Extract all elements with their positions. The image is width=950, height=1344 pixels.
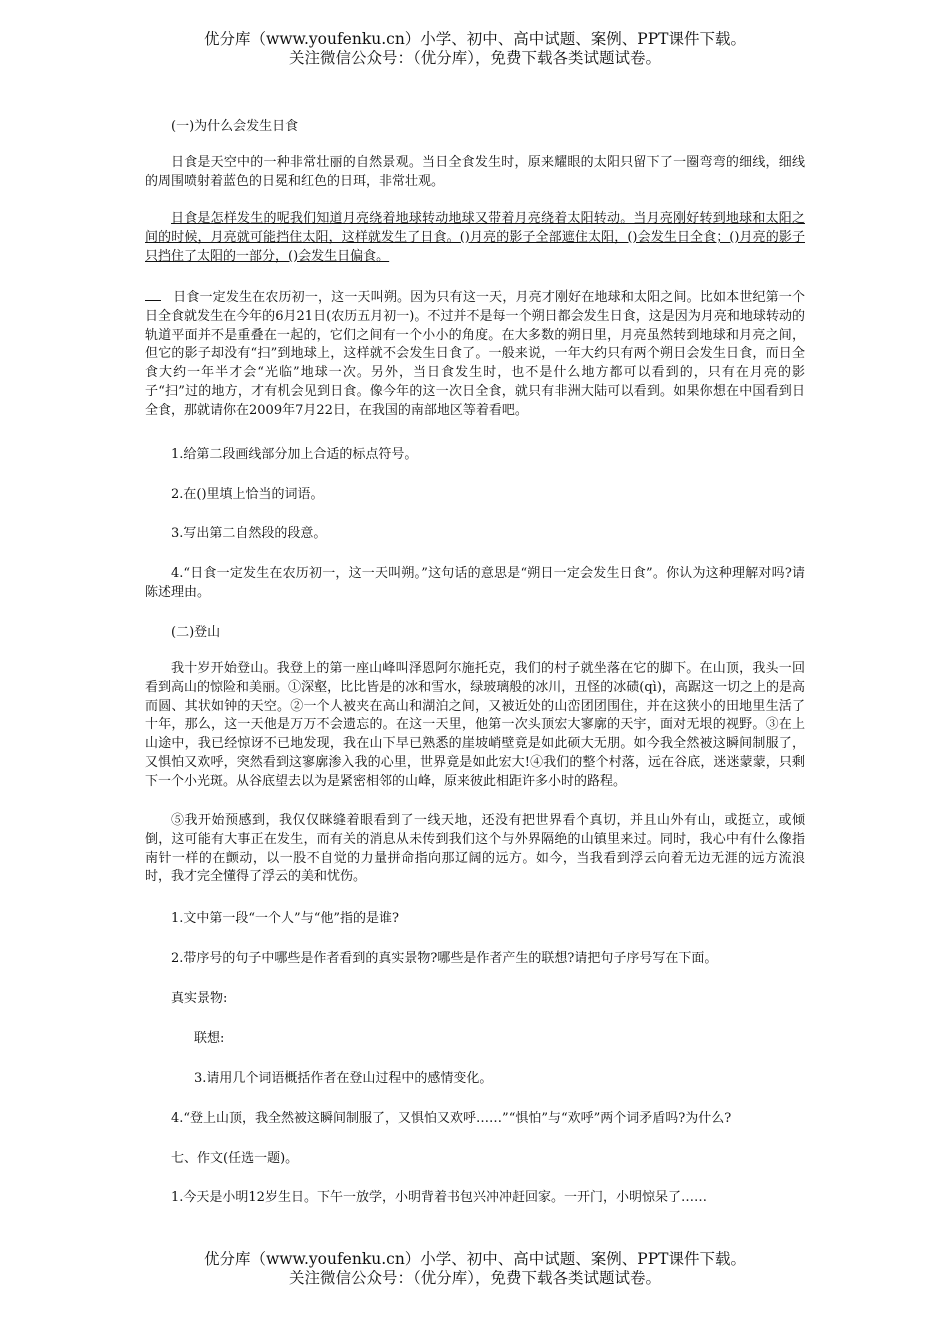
section1-title: (一)为什么会发生日食 xyxy=(171,119,299,134)
section2-question-1: 1.文中第一段“一个人”与“他”指的是谁? xyxy=(171,911,399,926)
section1-paragraph-3 xyxy=(145,288,805,421)
section2-title: (二)登山 xyxy=(171,625,221,640)
section2-question-2: 2.带序号的句子中哪些是作者看到的真实景物?哪些是作者产生的联想?请把句子序号写在下面。 xyxy=(171,951,718,966)
section1-question-2: 2.在()里填上恰当的词语。 xyxy=(171,487,324,502)
real-scenery-label: 真实景物: xyxy=(171,991,228,1006)
section3-question-1: 1.今天是小明12岁生日。下午一放学，小明背着书包兴冲冲赶回家。一开门，小明惊呆了…… xyxy=(171,1190,707,1205)
section1-question-3: 3.写出第二自然段的段意。 xyxy=(171,526,327,541)
section1-question-4: 4.“日食一定发生在农历初一，这一天叫朔。”这句话的意思是“朔日一定会发生日食”。你认为这种理解对吗?请陈述理由。 xyxy=(145,566,805,600)
section1-paragraph-3-text: 日食一定发生在农历初一，这一天叫朔。因为只有这一天，月亮才刚好在地球和太阳之间。比如本世纪第一个日全食就发生在今年的6月21日(农历五月初一)。不过并不是每一个朔日都会发生日食，这是因为月亮和地球转动的轨道平面并不是重叠在一起的，它们之间有一个小小的角度。在大多数的朔日里，月亮虽然转到地球和月亮之间，但它的影子却没有“扫”到地球上，这样就不会发生日食了。一般来说，一年大约只有两个朔日会发生日食，而日全食大约一年半才会“光临”地球一次。另外，当日食发生时，也不是什么地方都可以看到的，只有在月亮的影子“扫”过的地方，才有机会见到日食。像今年的这一次日全食，就只有非洲大陆可以看到。如果你想在中国看到日全食，那就请你在2009年7月22日，在我国的南部地区等着看吧。 xyxy=(145,290,805,418)
section2-paragraph-2: ⑤我开始预感到，我仅仅眯缝着眼看到了一线天地，还没有把世界看个真切，并且山外有山，或挺立，或倾倒，这可能有大事正在发生，而有关的消息从未传到我们这个与外界隔绝的山镇里来过。同时，我心中有什么像指南针一样的在颤动，以一股不自觉的力量拼命指向那辽阔的远方。如今，当我看到浮云向着无边无涯的远方流浪时，我才完全懂得了浮云的美和忧伤。 xyxy=(145,813,805,885)
page-header xyxy=(0,30,950,68)
answer-blank xyxy=(145,288,161,301)
footer-line-2: 关注微信公众号：（优分库），免费下载各类试题试卷。 xyxy=(288,1269,661,1287)
section2-question-3: 3.请用几个词语概括作者在登山过程中的感情变化。 xyxy=(194,1071,493,1086)
section1-paragraph-1: 日食是天空中的一种非常壮丽的自然景观。当日全食发生时，原来耀眼的太阳只留下了一圈弯弯的细线，细线的周围喷射着蓝色的日冕和红色的日珥，非常壮观。 xyxy=(145,155,805,189)
section1-question-1: 1.给第二段画线部分加上合适的标点符号。 xyxy=(171,447,418,462)
section2-question-4: 4.“登上山顶，我全然被这瞬间制服了，又惧怕又欢呼……”“惧怕”与“欢呼”两个词矛盾吗?为什么? xyxy=(171,1111,732,1126)
section3-title: 七、作文(任选一题)。 xyxy=(171,1151,299,1166)
footer-line-1: 优分库（www.youfenku.cn）小学、初中、高中试题、案例、PPT课件下载。 xyxy=(203,1250,747,1268)
header-line-1: 优分库（www.youfenku.cn）小学、初中、高中试题、案例、PPT课件下载。 xyxy=(203,30,747,48)
section1-paragraph-2-underlined: 日食是怎样发生的呢我们知道月亮绕着地球转动地球又带着月亮绕着太阳转动。当月亮刚好转到地球和太阳之间的时候，月亮就可能挡住太阳，这样就发生了日食。()月亮的影子全部遮住太阳，()会发生日全食；()月亮的影子只挡住了太阳的一部分，()会发生日偏食。 xyxy=(145,211,805,264)
header-line-2: 关注微信公众号：（优分库），免费下载各类试题试卷。 xyxy=(288,49,661,67)
section2-paragraph-1: 我十岁开始登山。我登上的第一座山峰叫泽恩阿尔施托克，我们的村子就坐落在它的脚下。在山顶，我头一回看到高山的惊险和美丽。①深壑，比比皆是的冰和雪水，绿玻璃般的冰川，丑怪的冰碛(qì)，高踞这一切之上的是高而圆、其状如钟的天空。②一个人被夹在高山和湖泊之间，又被近处的山峦团团围住，并在这狭小的田地里生活了十年，那么，这一天他是万万不会遗忘的。在这一天里，他第一次头顶宏大寥廓的天宇，面对无垠的视野。③在上山途中，我已经惊讶不已地发现，我在山下早已熟悉的崖坡峭壁竟是如此硕大无朋。如今我全然被这瞬间制服了，又惧怕又欢呼，突然看到这寥廓渗入我的心里，世界竟是如此宏大!④我们的整个村落，远在谷底，迷迷蒙蒙，只剩下一个小光斑。从谷底望去以为是紧密相邻的山峰，原来彼此相距许多小时的路程。 xyxy=(145,661,805,789)
association-label: 联想: xyxy=(194,1031,225,1046)
page-footer xyxy=(0,1250,950,1288)
